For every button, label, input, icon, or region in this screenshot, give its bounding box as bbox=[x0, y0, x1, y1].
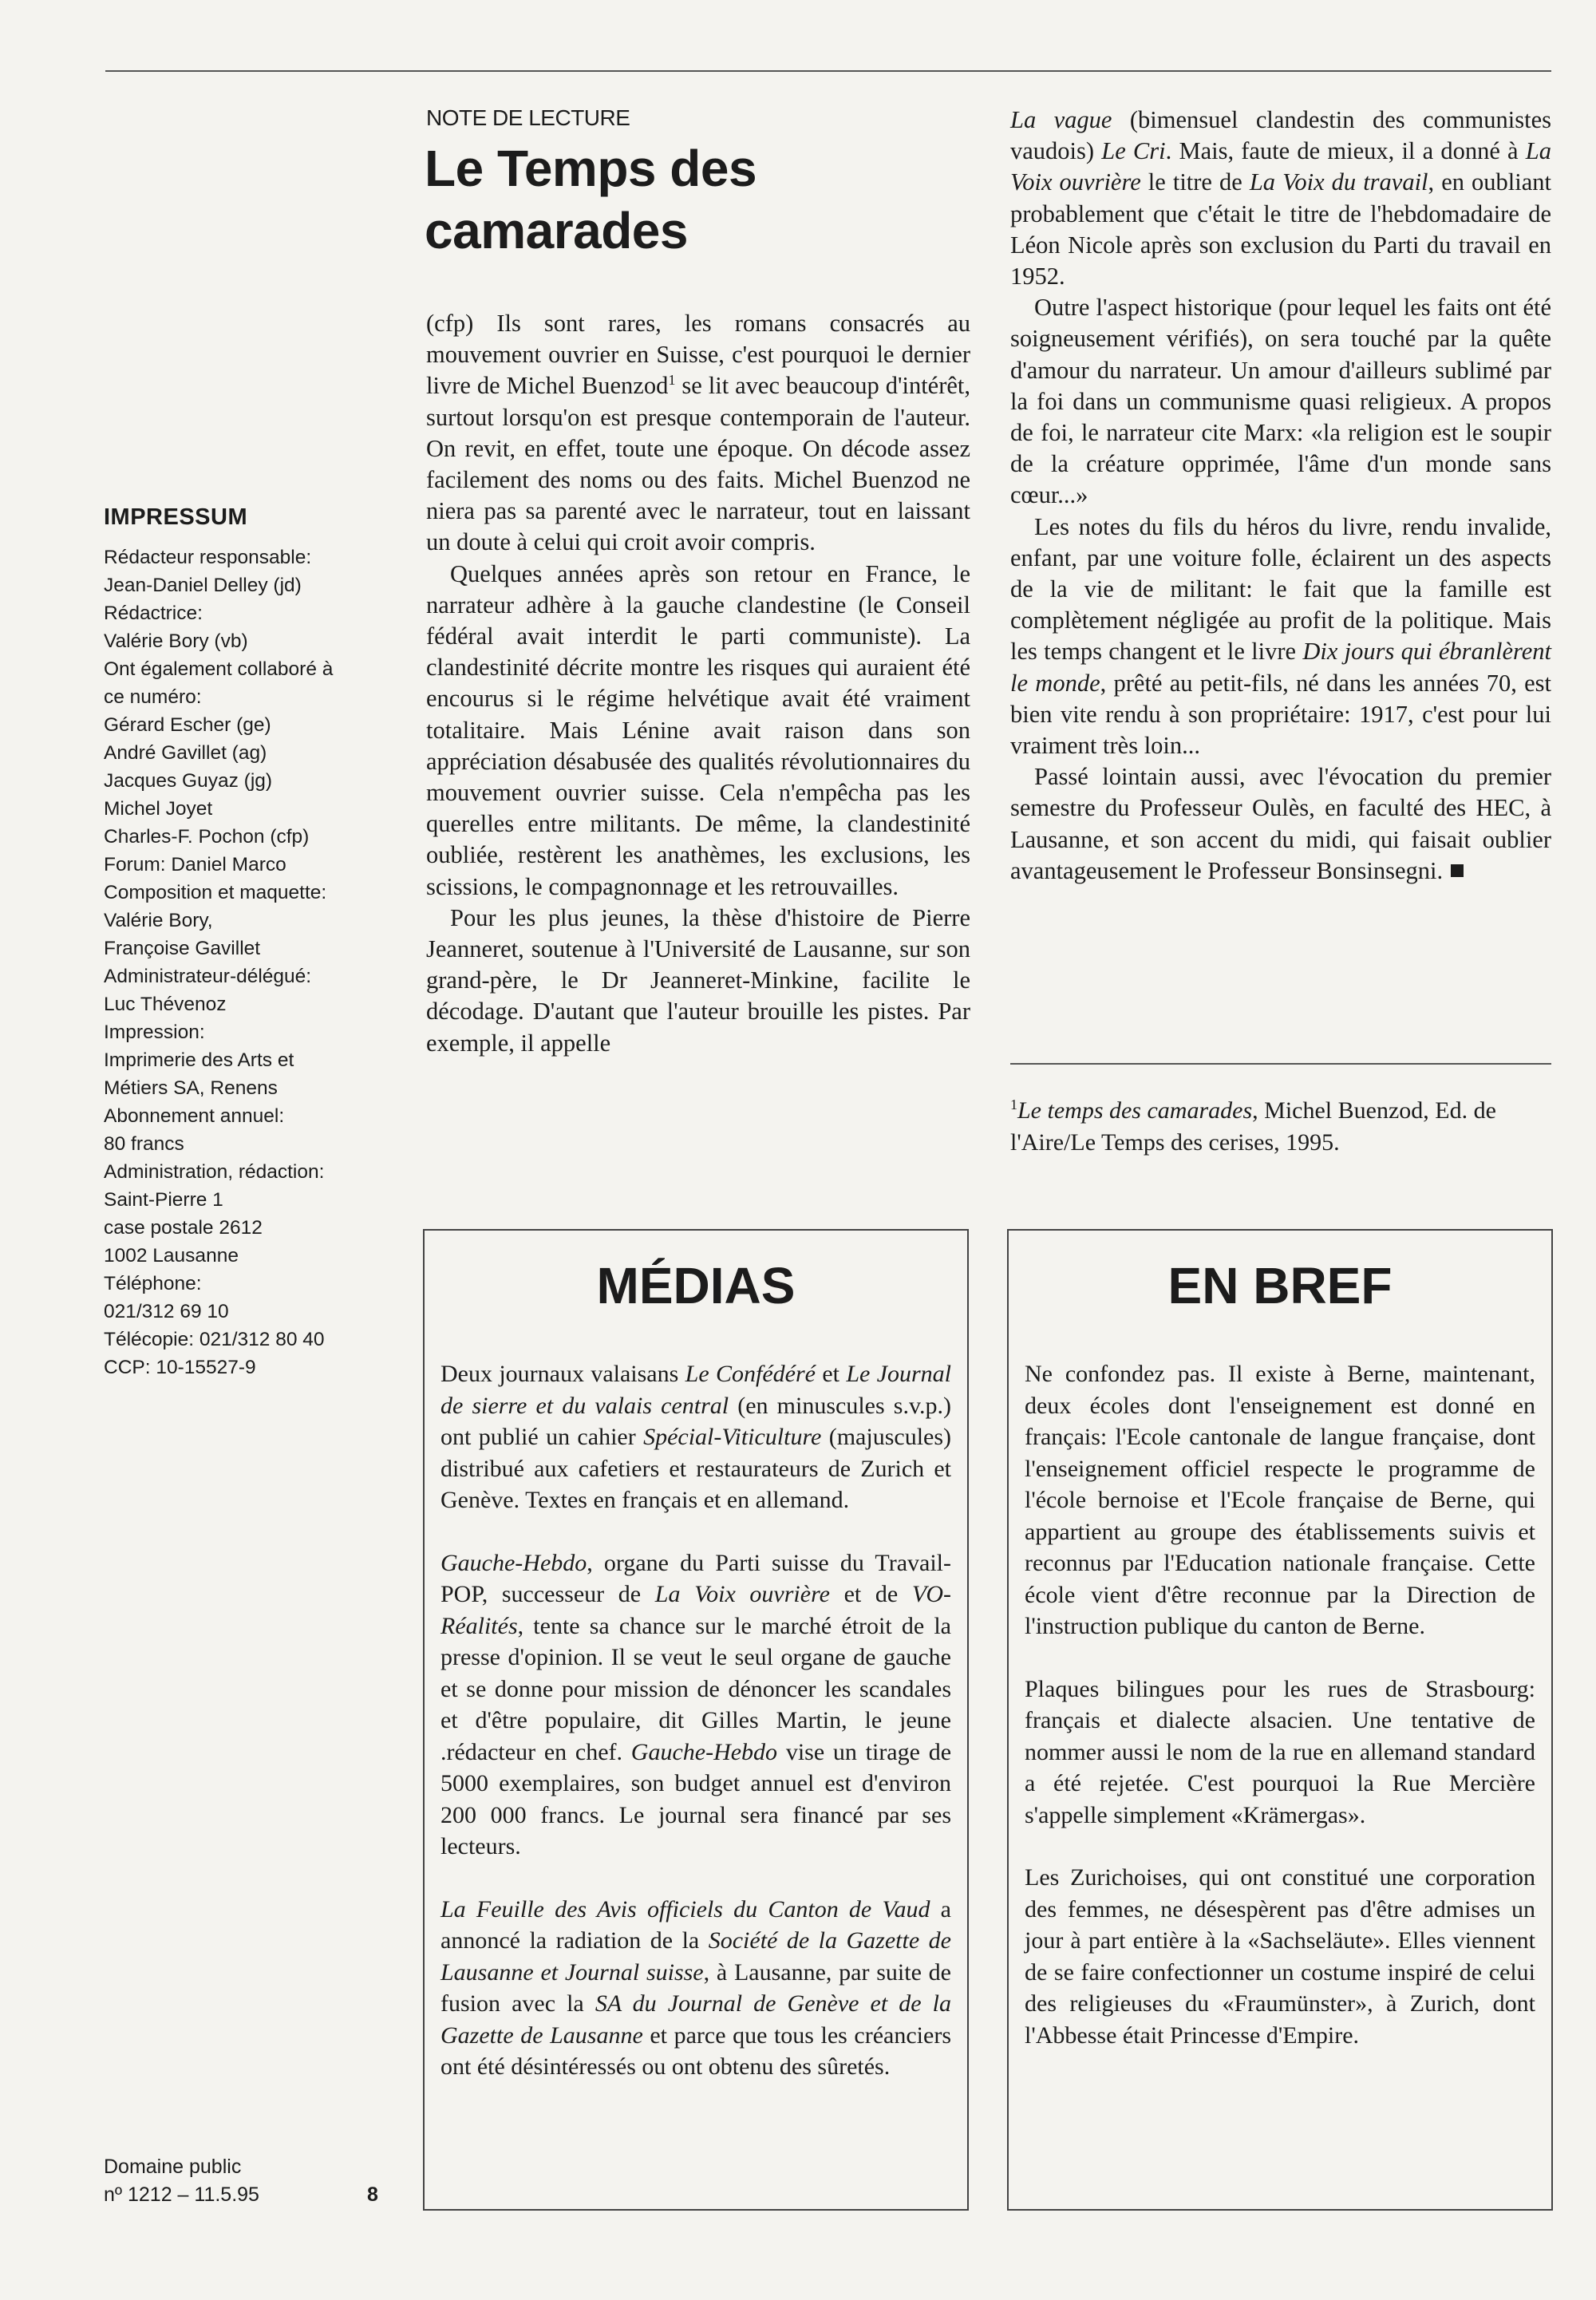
article-paragraph: Outre l'aspect historique (pour lequel les faits ont été soigneusement vérifiés), on sera touché par la quête d'amour du narrateur. Un amour d'ailleurs sublimé par la foi dans un communisme quasi religieux. A propos de foi, le narrateur cite Marx: «la religion est le soupir de la créature opprimée, l'âme d'un monde sans cœur...» bbox=[1010, 294, 1551, 509]
impressum-line: Imprimerie des Arts et bbox=[104, 1049, 294, 1071]
impressum-line: Rédacteur responsable: bbox=[104, 547, 312, 568]
impressum-line: Rédactrice: bbox=[104, 603, 203, 624]
impressum-line: Composition et maquette: bbox=[104, 882, 327, 903]
impressum-line: Impression: bbox=[104, 1022, 205, 1043]
impressum-line: Luc Thévenoz bbox=[104, 994, 227, 1015]
en-bref-paragraph: Ne confondez pas. Il existe à Berne, maintenant, deux écoles dont l'enseignement est donné en français: l'Ecole cantonale de langue française, dont l'enseignement officiel respecte le programme de l'école bernoise et l'Ecole française de Berne, qui appartient au groupe des établissements suivis et reconnus par l'Education nationale française. Cette école vient d'être reconnue par la Direction de l'instruction publique du canton de Berne. bbox=[1025, 1361, 1535, 1639]
impressum-line: Françoise Gavillet bbox=[104, 938, 261, 959]
article-paragraph-continued: La vague (bimensuel clandestin des communistes vaudois) Le Cri. Mais, faute de mieux, il a donné à La Voix ouvrière le titre de La Voix du travail, en oubliant probablement que c'était le titre de l'hebdomadaire de Léon Nicole après son exclusion du Parti du travail en 1952. bbox=[1010, 106, 1551, 290]
impressum-line: Métiers SA, Renens bbox=[104, 1077, 278, 1099]
footnote-ref: 1 bbox=[668, 372, 676, 389]
en-bref-body bbox=[1025, 1358, 1535, 2082]
impressum-line: Jean-Daniel Delley (jd) bbox=[104, 575, 302, 596]
impressum-line: Gérard Escher (ge) bbox=[104, 714, 271, 736]
impressum-line: Abonnement annuel: bbox=[104, 1105, 285, 1127]
impressum-line: CCP: 10-15527-9 bbox=[104, 1357, 256, 1378]
en-bref-paragraph: Les Zurichoises, qui ont constitué une corporation des femmes, ne désespèrent pas d'être admises un jour à part entière à la «Sachseläute». Elles viennent de se faire confectionner un costume inspiré de celui des religieuses du «Fraumünster», à Zurich, dont l'Abbesse était Princesse d'Empire. bbox=[1025, 1864, 1535, 2049]
en-bref-box bbox=[1007, 1229, 1553, 2211]
article-paragraph: Quelques années après son retour en France, le narrateur adhère à la gauche clandestine (le Conseil fédéral avait interdit le parti communiste). La clandestinité décrite montre les risques qui auraient été encourus si le régime helvétique avait été vraiment totalitaire. Mais Lénine avait raison dans son appréciation désabusée des qualités révolutionnaires du mouvement ouvrier suisse. Cela n'empêcha pas les querelles entre militants. De même, la clandestinité oubliée, restèrent les anathèmes, les exclusions, les scissions, le compagnonnage et les retrouvailles. bbox=[426, 559, 970, 900]
impressum-line: ce numéro: bbox=[104, 686, 202, 708]
impressum-line: Télécopie: 021/312 80 40 bbox=[104, 1329, 325, 1350]
medias-paragraph: Deux journaux valaisans Le Confédéré et Le Journal de sierre et du valais central (en minuscules s.v.p.) ont publié un cahier Spécial-Viticulture (majuscules) distribué aux cafetiers et restaurateurs de Zurich et Genève. Textes en français et en allemand. bbox=[440, 1361, 952, 1513]
article-paragraph: Passé lointain aussi, avec l'évocation du premier semestre du Professeur Oulès, en faculté des HEC, à Lausanne, et son accent du midi, qui faisait oublier avantageusement le Professeur Bonsinsegni. bbox=[1010, 763, 1551, 884]
impressum-line: Administration, rédaction: bbox=[104, 1161, 325, 1183]
issue-number: nº 1212 – 11.5.95 bbox=[104, 2183, 259, 2206]
impressum-line: Ont également collaboré à bbox=[104, 658, 334, 680]
impressum-line: 1002 Lausanne bbox=[104, 1245, 239, 1267]
impressum-heading: IMPRESSUM bbox=[104, 504, 248, 530]
article-paragraph: Pour les plus jeunes, la thèse d'histoire de Pierre Jeanneret, soutenue à l'Université de Lausanne, sur son grand-père, le Dr Jeanneret-Minkine, facilite le décodage. D'autant que l'auteur brouille les pistes. Par exemple, il appelle bbox=[426, 903, 970, 1057]
page-footer bbox=[104, 2153, 391, 2209]
medias-heading: MÉDIAS bbox=[596, 1257, 796, 1314]
impressum-line: 021/312 69 10 bbox=[104, 1301, 229, 1322]
article-paragraph: (cfp) Ils sont rares, les romans consacrés au mouvement ouvrier en Suisse, c'est pourquoi le dernier livre de Michel Buenzod$^1$ se lit avec beaucoup d'intérêt, surtout lorsqu'on est presque contemporain de l'auteur. On revit, en effet, toute une époque. On décode assez facilement des noms ou des faits. Michel Buenzod ne niera pas sa parenté avec le narrateur, tout en laissant un doute à celui qui croit avoir compris. bbox=[426, 310, 971, 556]
impressum-line: Saint-Pierre 1 bbox=[104, 1189, 223, 1211]
impressum-lines bbox=[104, 543, 391, 1381]
impressum-line: Téléphone: bbox=[104, 1273, 202, 1294]
medias-body bbox=[440, 1358, 951, 2114]
impressum-line: case postale 2612 bbox=[104, 1217, 263, 1239]
medias-paragraph: La Feuille des Avis officiels du Canton de Vaud a annoncé la radiation de la Société de la Gazette de Lausanne et Journal suisse, à Lausanne, par suite de fusion avec la SA du Journal de Genève et de la Gazette de Lausanne et parce que tous les créanciers ont été désintéressés ou ont obtenu des sûretés. bbox=[440, 1895, 951, 2080]
footnote: $^1$Le temps des camarades, Michel Buenzod, Ed. de l'Aire/Le Temps des cerises, 1995. bbox=[1010, 1097, 1496, 1156]
impressum-line: André Gavillet (ag) bbox=[104, 742, 267, 764]
publication-name: Domaine public bbox=[104, 2156, 242, 2178]
impressum bbox=[104, 504, 391, 1381]
end-mark-icon bbox=[1451, 864, 1464, 877]
medias-box bbox=[423, 1229, 969, 2211]
impressum-line: Administrateur-délégué: bbox=[104, 966, 312, 987]
impressum-line: 80 francs bbox=[104, 1133, 184, 1155]
impressum-line: Charles-F. Pochon (cfp) bbox=[104, 826, 310, 848]
impressum-line: Forum: Daniel Marco bbox=[104, 854, 286, 875]
article-paragraph: Les notes du fils du héros du livre, rendu invalide, enfant, par une voiture folle, éclairent un des aspects de la vie de militant: le fait que la famille est complètement négligée au profit de la politique. Mais les temps changent et le livre Dix jours qui ébranlèrent le monde, prêté au petit-fils, né dans les années 70, est bien vite rendu à son propriétaire: 1917, c'est pour lui vraiment très loin... bbox=[1010, 512, 1551, 760]
impressum-line: Michel Joyet bbox=[104, 798, 213, 820]
article-kicker: NOTE DE LECTURE bbox=[426, 105, 630, 130]
top-rule bbox=[105, 70, 1551, 72]
impressum-line: Valérie Bory (vb) bbox=[104, 630, 248, 652]
en-bref-heading: EN BREF bbox=[1167, 1257, 1393, 1314]
page-number: 8 bbox=[367, 2183, 378, 2206]
medias-paragraph: Gauche-Hebdo, organe du Parti suisse du Travail-POP, successeur de La Voix ouvrière et de VO-Réalités, tente sa chance sur le marché étroit de la presse d'opinion. Il se veut le seul organe de gauche et se donne pour mission de dénoncer les scandales et d'être populaire, dit Gilles Martin, le jeune .rédacteur en chef. Gauche-Hebdo vise un tirage de 5000 exemplaires, son budget annuel est d'environ 200 000 francs. Le journal sera financé par ses lecteurs. bbox=[440, 1549, 952, 1859]
impressum-line: Jacques Guyaz (jg) bbox=[104, 770, 273, 792]
article-title: Le Temps des camarades bbox=[425, 140, 757, 259]
en-bref-paragraph: Plaques bilingues pour les rues de Strasbourg: français et dialecte alsacien. Une tentative de nommer aussi le nom de la rue en allemand standard a été rejetée. C'est pourquoi la Rue Mercière s'appelle simplement «Krämergas». bbox=[1025, 1675, 1535, 1828]
footnote-rule bbox=[1010, 1063, 1551, 1065]
article-column-1 bbox=[426, 308, 970, 1059]
article-column-2 bbox=[1010, 105, 1551, 887]
impressum-line: Valérie Bory, bbox=[104, 910, 213, 931]
